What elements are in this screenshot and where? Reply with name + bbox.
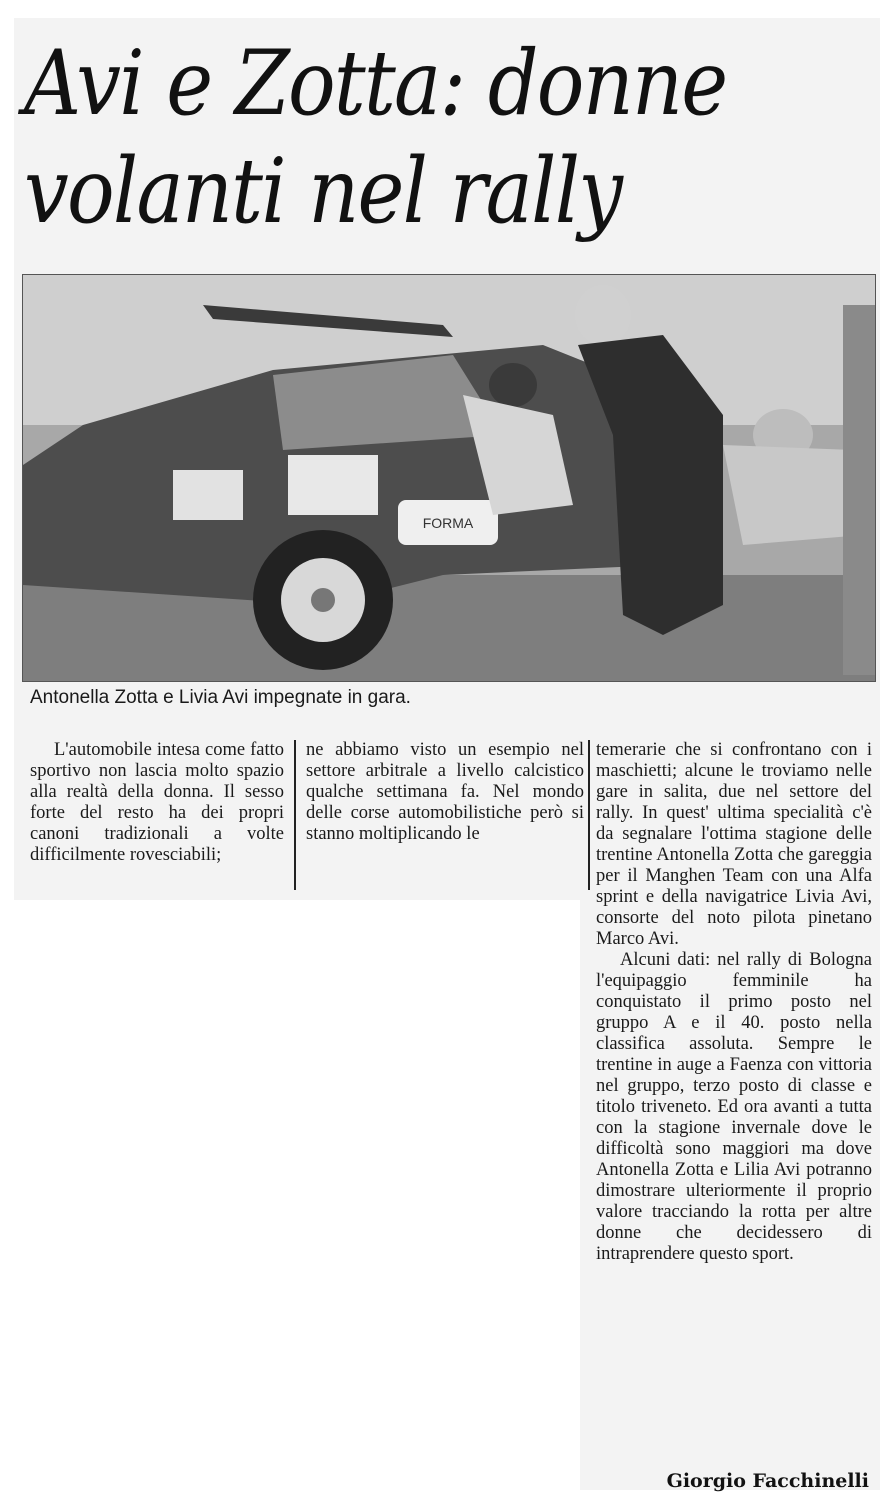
article-column-2 — [306, 740, 584, 845]
column-1-text: L'automobile intesa come fatto sportivo non lascia molto spazio alla realtà della donna. Il sesso forte del resto ha dei propri canoni tradizionali a volte difficilmente rovesciabili; — [30, 740, 284, 865]
column-divider — [588, 740, 590, 890]
column-3-paragraph-1: temerarie che si confrontano con i maschietti; alcune le troviamo nelle gare in salita, due nel settore del rally. In quest' ultima specialità c'è da segnalare l'ottima stagione delle trentine Antonella Zotta che gareggia per il Manghen Team con una Alfa sprint e della navigatrice Livia Avi, consorte del noto pilota pinetano Marco Avi. — [596, 740, 872, 949]
column-3-paragraph-2: Alcuni dati: nel rally di Bologna l'equipaggio femminile ha conquistato il primo posto nel gruppo A e il 40. posto nella classifica assoluta. Sempre le trentine in auge a Faenza con vittoria nel gruppo, terzo posto di classe e titolo triveneto. Ed ora avanti a tutta con la stagione invernale dove le difficoltà sono maggiori ma dove Antonella Zotta e Lilia Avi potranno dimostrare ulteriormente il proprio valore tracciando la rotta per altre donne che decidessero di intraprendere questo sport. — [596, 950, 872, 1264]
door-plate-text: FORMA — [422, 515, 474, 531]
rally-car-photo — [22, 274, 876, 682]
article-column-1 — [30, 740, 284, 866]
rally-car-illustration — [23, 275, 875, 681]
column-divider — [294, 740, 296, 890]
article-headline — [24, 30, 772, 246]
photo-caption: Antonella Zotta e Livia Avi impegnate in gara. — [30, 687, 411, 708]
article-column-3 — [596, 740, 872, 1265]
headline-text: Avi e Zotta: donne volanti nel rally — [24, 31, 727, 244]
author-byline: Giorgio Facchinelli — [666, 1470, 869, 1492]
column-2-text: ne abbiamo visto un esempio nel settore arbitrale a livello calcistico qualche settimana fa. Nel mondo delle corse automobilistiche però si stanno moltiplicando le — [306, 740, 584, 844]
